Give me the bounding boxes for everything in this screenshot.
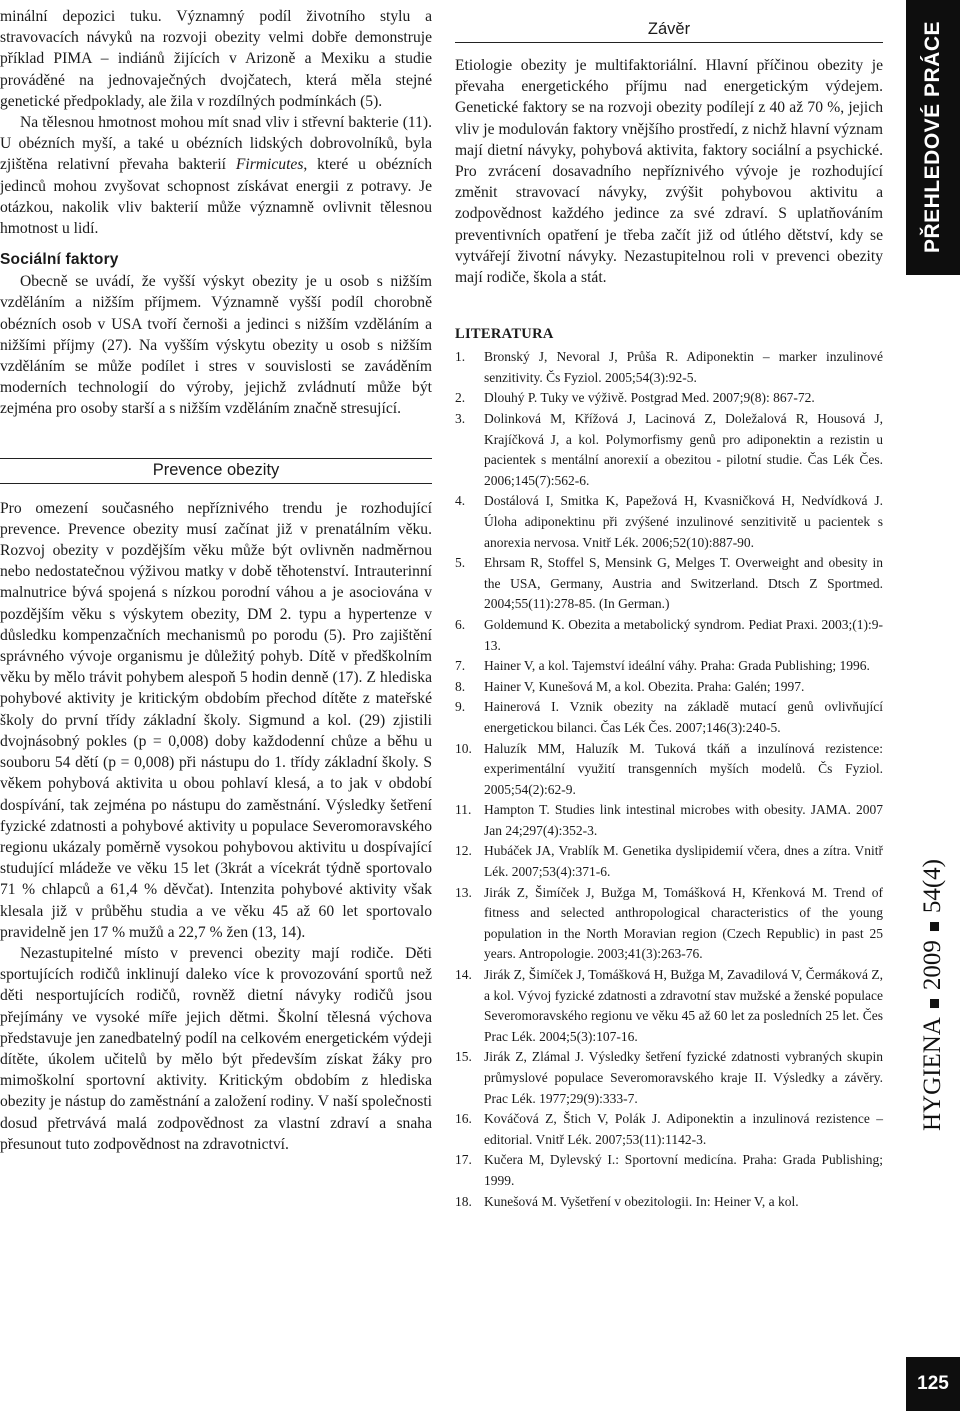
- reference-item: [455, 677, 883, 698]
- reference-number: 18.: [455, 1193, 472, 1209]
- reference-number: 8.: [455, 678, 466, 694]
- paragraph-conclusion: Etiologie obezity je multifaktoriální. Hlavní příčinou obezity je převaha energetického příjmu nad energetickým výdejem. Genetické faktory se na rozvoji obezity podílejí z 40 až 70 %, jejich vliv je modulován faktory vnějšího prostředí, z nichž hlavní význam mají dietní návyky, pohybová aktivita, faktory sociální a psychické. Pro zvrácení dosavadního nepříznivého vývoje je rozhodující změnit stravovací návyky, zvýšit pohybovou aktivitu a zodpovědnost každého jedince za své zdraví. S uplatňováním preventivních opatření je třeba začít již od útlého dětství, kdy se vytvářejí životní návyky. Nezastupitelnou roli v prevenci obezity mají rodiče, škola a stát.: [455, 57, 883, 287]
- reference-number: 11.: [455, 802, 472, 818]
- reference-number: 4.: [455, 493, 466, 509]
- journal-info: [919, 859, 947, 1131]
- reference-item: [455, 656, 883, 677]
- reference-text: Hampton T. Studies link intestinal microbes with obesity. JAMA. 2007 Jan 24;297(4):352-3.: [484, 802, 883, 838]
- reference-text: Dlouhý P. Tuky ve výživě. Postgrad Med. 2007;9(8): 867-72.: [484, 390, 815, 406]
- reference-item: [455, 409, 883, 491]
- reference-text: Kováčová Z, Štich V, Polák J. Adiponektin a inzulinová rezistence – editorial. Vnitř Lék. 2007;53(11):1142-3.: [484, 1111, 883, 1147]
- reference-number: 16.: [455, 1111, 472, 1127]
- reference-text: Dostálová I, Smitka K, Papežová H, Kvasničková H, Nedvídková J. Úloha adiponektinu při zvýšené inzulinové senzitivitě u pacientek s anorexia nervosa. Vnitř Lék. 2006;52(10):887-90.: [484, 493, 883, 550]
- reference-item: [455, 841, 883, 882]
- reference-text: Hainer V, Kunešová M, a kol. Obezita. Praha: Galén; 1997.: [484, 678, 805, 694]
- reference-number: 1.: [455, 349, 466, 365]
- reference-item: [455, 491, 883, 553]
- reference-item: [455, 800, 883, 841]
- reference-text: Hainer V, a kol. Tajemství ideální váhy. Praha: Grada Publishing; 1996.: [484, 658, 870, 674]
- reference-item: [455, 1192, 883, 1213]
- reference-number: 14.: [455, 967, 472, 983]
- reference-text: Jirák Z, Zlámal J. Výsledky šetření fyzické zdatnosti vybraných skupin průmyslové populace Severomoravského kraje II. Výsledky a závěry. Prac Lék. 1977;29(9):333-7.: [484, 1049, 883, 1106]
- reference-item: [455, 615, 883, 656]
- reference-number: 2.: [455, 390, 466, 406]
- reference-number: 17.: [455, 1152, 472, 1168]
- reference-text: Hainerová I. Vznik obezity na základě mutací genů ovlivňující energetickou bilanci. Čas Lék Čes. 2007;146(3):240-5.: [484, 699, 883, 735]
- reference-number: 6.: [455, 616, 466, 632]
- reference-item: [455, 739, 883, 801]
- reference-item: [455, 883, 883, 965]
- left-column: [0, 0, 432, 1155]
- reference-text: Hubáček JA, Vrablík M. Genetika dyslipidemií včera, dnes a zítra. Vnitř Lék. 2007;53(4):371-6.: [484, 843, 883, 880]
- reference-item: [455, 1109, 883, 1150]
- reference-number: 9.: [455, 699, 466, 715]
- reference-number: 5.: [455, 555, 466, 571]
- reference-number: 12.: [455, 843, 472, 859]
- section-label-band: [906, 0, 960, 275]
- reference-item: [455, 388, 883, 409]
- conclusion-title: Závěr: [455, 20, 883, 43]
- reference-text: Goldemund K. Obezita a metabolický syndrom. Pediat Praxi. 2003;(1):9-13.: [484, 616, 883, 653]
- right-column: [455, 0, 883, 1212]
- reference-text: Jirák Z, Šimíček J, Tomášková H, Bužga M, Zavadilová V, Čermáková Z, a kol. Vývoj fyzické zdatnosti a zdravotní stav mužské a ženské populace Severomoravského regionu ve věku 45 až 60 let za posledních 25 let. Čes Prac Lék. 2004;5(3):107-16.: [484, 967, 883, 1044]
- social-factors-heading: Sociální faktory: [0, 251, 119, 269]
- journal-year: 2009: [919, 940, 946, 991]
- section-label: PŘEHLEDOVÉ PRÁCE: [921, 20, 944, 254]
- page-number: 125: [906, 1357, 960, 1411]
- reference-item: [455, 965, 883, 1047]
- reference-text: Haluzík MM, Haluzík M. Tuková tkáň a inzulínová rezistence: experimentální využití transgenních myších modelů. Čs Fyziol. 2005;54(2):62-9.: [484, 740, 883, 797]
- journal-volume: 54(4): [919, 858, 946, 914]
- paragraph-gut-bacteria: Na tělesnou hmotnost mohou mít snad vliv i střevní bakterie (11). U obézních myší, a také u obézních lidských dobrovolníků, byla zjištěna relativní převaha bakterií Firmicutes, které u obézních jedinců mohou zvyšovat schopnost získávat energii z potravy. Je otázkou, nakolik vliv bakterií může významně ovlivnit tělesnou hmotnost u lidí.: [0, 114, 433, 238]
- reference-text: Bronský J, Nevoral J, Průša R. Adiponektin – marker inzulinové senzitivity. Čs Fyziol. 2005;54(3):92-5.: [484, 349, 883, 385]
- reference-number: 10.: [455, 740, 472, 756]
- reference-list: [455, 347, 883, 1212]
- reference-item: [455, 1047, 883, 1109]
- reference-text: Ehrsam R, Stoffel S, Mensink G, Melges T. Overweight and obesity in the USA, Germany, Austria and Switzerland. Dtsch Z Sportmed. 2004;55(11):278-85. (In German.): [484, 555, 883, 612]
- reference-item: [455, 553, 883, 615]
- reference-number: 3.: [455, 411, 466, 427]
- literature-heading: LITERATURA: [455, 326, 554, 343]
- paragraph-prevention: Pro omezení současného nepříznivého trendu je rozhodující prevence. Prevence obezity musí začínat již v prenatálním věku. Rozvoj obezity v pozdějším věku může být ovlivněn nadměrnou nebo nedostatečnou výživou matky v době těhotenství. Intrauterinní malnutrice bývá spojená s nízkou porodní váhou a je asociována v pozdějším věku s výskytem obezity, DM 2. typu a hypertenze v důsledku kompenzačních mechanismů po porodu (5). Pro zajištění správného vývoje organismu je důležitý pohyb. Dítě v předškolním věku by mělo trávit pohybem alespoň 5 hodin denně (17). Z hlediska pohybové aktivity je kritickým obdobím přechod dítěte z mateřské školy do první třídy základní školy. Sigmund a kol. (29) zjistili dvojnásobný pokles (p = 0,008) doby každodenní chůze a běhu u souboru 54 dětí (p = 0,008) při nástupu do 1. třídy základní školy. S věkem pohybová aktivita u obou pohlaví klesá, a to jak v období dospívání, tak zejména po nástupu do zaměstnání. Výsledky šetření fyzické zdatnosti a pohybové aktivity u populace Severomoravského regionu ukázaly poměrně vysokou pohybovou aktivitu u dospívající studující mládeže ve věku 15 let (3krát a vícekrát týdně sportovalo 71 % chlapců a 61,4 % děvčat). Intenzita pohybové aktivity však klesala již v průběhu studia a ve věku 45 až 60 let sportovalo pravidelně jen 17 % mužů a 22,7 % žen (13, 14).: [0, 499, 432, 941]
- square-bullet-icon: [930, 999, 939, 1008]
- paragraph-social-factors: Obecně se uvádí, že vyšší výskyt obezity je u osob s nižším vzděláním a nižším příjmem. Významně vyšší podíl chorobně obézních osob v USA tvoří černoši a jedinci s nižším vzděláním a nižšími příjmy (27). Na vyšším výskytu obezity u osob s nižším vzděláním se může podílet i stres v souvislosti se zaváděním moderních technologií do výroby, jejichž zvládnutí může být zejména pro osoby starší a s nižším vzděláním značně stresující.: [0, 273, 432, 418]
- reference-text: Jirák Z, Šimíček J, Bužga M, Tomášková H, Křenková M. Trend of fitness and selected anthropological characteristics of the young population in the North Moravian region (Czech Republic) in past 25 years. Antropologie. 2003;41(3):263-76.: [484, 884, 883, 962]
- square-bullet-icon: [930, 922, 939, 931]
- reference-number: 7.: [455, 658, 466, 674]
- paragraph-parents: Nezastupitelné místo v prevenci obezity mají rodiče. Děti sportujících rodičů inklinují daleko více k provozování sportů než děti nesportujících rodičů, rovněž dietní návyky rodičů jsou přejímány ve vysoké míře jejich dětmi. Školní tělesná výchova představuje jen zanedbatelný podíl na celkovém energetickém výdeji dítěte, úkolem učitelů by mělo být především získat žáky pro mimoškolní sportovní aktivity. Kritickým obdobím z hlediska obezity je nástup do zaměstnání a založení rodiny. V naší společnosti dosud přetrvává malá zodpovědnost za vlastní zdraví a snaha přesunout tuto zodpovědnost na zdravotnictví.: [0, 944, 432, 1153]
- reference-item: [455, 697, 883, 738]
- reference-item: [455, 347, 883, 388]
- sidebar: [906, 0, 960, 1411]
- journal-name: HYGIENA: [919, 1017, 946, 1132]
- reference-number: 13.: [455, 884, 472, 900]
- reference-number: 15.: [455, 1049, 472, 1065]
- reference-text: Kučera M, Dylevský I.: Sportovní medicína. Praha: Grada Publishing; 1999.: [484, 1152, 883, 1188]
- paragraph-lifestyle: minální depozici tuku. Významný podíl životního stylu a stravovacích návyků na rozvoji obezity velmi dobře demonstruje příklad PIMA – indiánů žijících v Arizoně a Mexiku a studie prováděné na jednovaječných dvojčatech, která měla stejné genetické předpoklady, ale žila v rozdílných podmínkách (5).: [0, 8, 432, 110]
- prevention-title: Prevence obezity: [0, 459, 432, 484]
- reference-text: Dolinková M, Křížová J, Lacinová Z, Doležalová R, Housová J, Krajíčková J, a kol. Polymorfismy genů pro adiponektin a rezistin u pacientek s mentální anorexií a obezitou - pilotní studie. Čas Lék Čes. 2006;145(7):562-6.: [484, 411, 883, 488]
- reference-item: [455, 1150, 883, 1191]
- reference-text: Kunešová M. Vyšetření v obezitologii. In: Heiner V, a kol.: [484, 1193, 799, 1209]
